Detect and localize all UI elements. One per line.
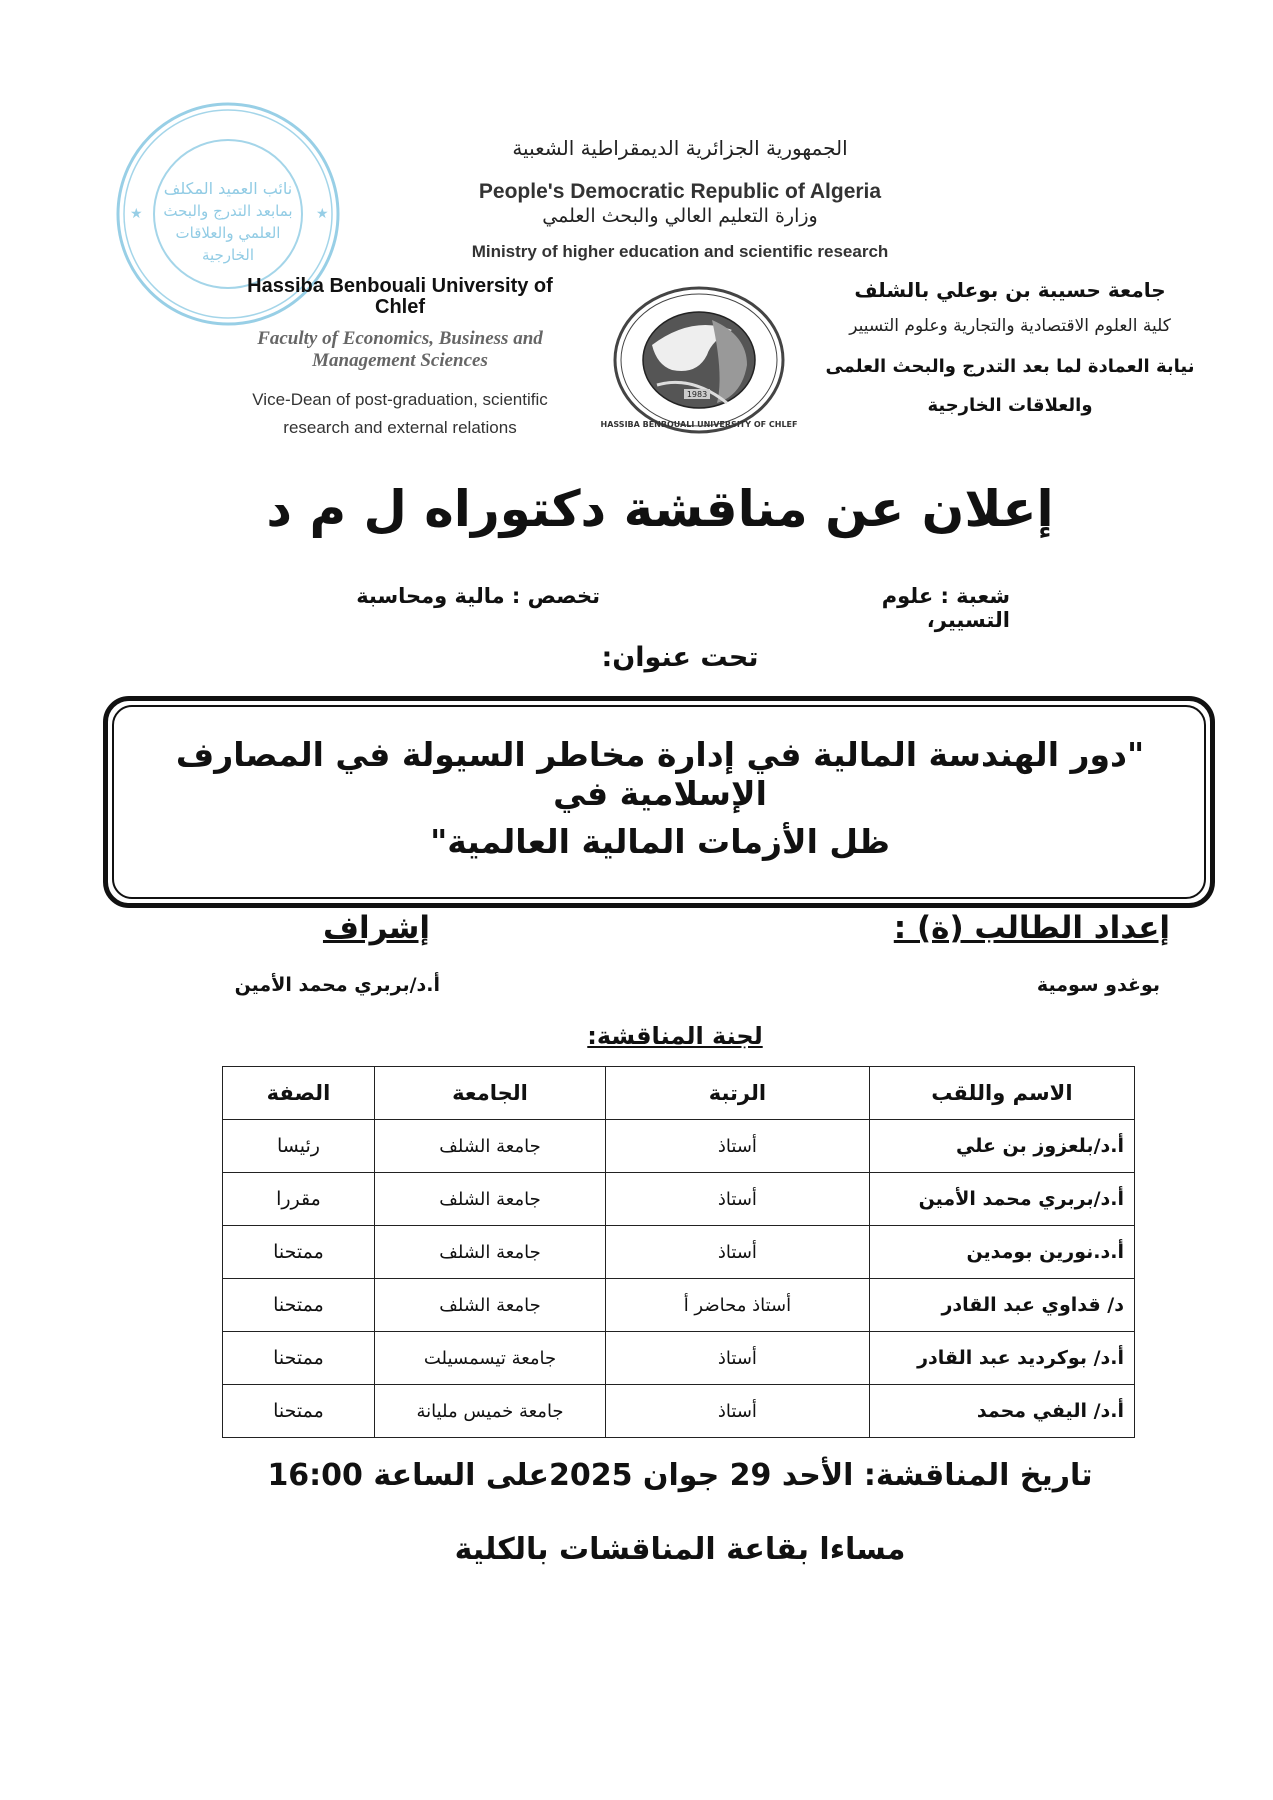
svg-text:بمابعد التدرج والبحث: بمابعد التدرج والبحث	[163, 202, 293, 220]
student-heading: إعداد الطالب (ة) :	[893, 910, 1170, 946]
table-row	[223, 1226, 1135, 1279]
svg-text:نائب العميد المكلف: نائب العميد المكلف	[163, 179, 293, 198]
member-rank: أستاذ محاضر أ	[606, 1279, 870, 1332]
member-role: مقررا	[223, 1173, 375, 1226]
vice-dean-en-line1: Vice-Dean of post-graduation, scientific	[252, 390, 548, 409]
ministry-name-en: Ministry of higher education and scientific research	[471, 242, 889, 261]
svg-text:العلمي والعلاقات: العلمي والعلاقات	[175, 224, 281, 242]
svg-text:الخارجية: الخارجية	[201, 246, 255, 264]
member-university: جامعة الشلف	[374, 1120, 605, 1173]
faculty-name-en	[200, 328, 600, 372]
member-name: أ.د/بربري محمد الأمين	[869, 1173, 1134, 1226]
member-name: د/ قداوي عبد القادر	[869, 1279, 1134, 1332]
vice-dean-ar-line2: والعلاقات الخارجية	[927, 395, 1093, 416]
thesis-title-line2: ظل الأزمات المالية العالمية"	[430, 822, 890, 861]
university-logo	[600, 285, 798, 435]
column-header-university: الجامعة	[374, 1067, 605, 1120]
specialty-label: تخصص : مالية ومحاسبة	[356, 584, 600, 608]
committee-table-header	[223, 1067, 1135, 1120]
member-university: جامعة تيسمسيلت	[374, 1332, 605, 1385]
table-row	[223, 1279, 1135, 1332]
member-university: جامعة الشلف	[374, 1226, 605, 1279]
member-role: ممتحنا	[223, 1279, 375, 1332]
committee-table	[222, 1066, 1135, 1438]
svg-text:★: ★	[316, 206, 329, 222]
table-row	[223, 1332, 1135, 1385]
member-role: رئيسا	[223, 1120, 375, 1173]
member-university: جامعة خميس مليانة	[374, 1385, 605, 1438]
ministry-name-ar: وزارة التعليم العالي والبحث العلمي	[542, 205, 818, 227]
announcement-title: إعلان عن مناقشة دكتوراه ل م د	[266, 480, 1054, 538]
member-name: أ.د/ اليفي محمد	[869, 1385, 1134, 1438]
university-name-ar: جامعة حسيبة بن بوعلي بالشلف	[854, 278, 1166, 302]
member-name: أ.د/بلعزوز بن علي	[869, 1120, 1134, 1173]
member-rank: أستاذ	[606, 1173, 870, 1226]
table-row	[223, 1120, 1135, 1173]
defense-place: مساءا بقاعة المناقشات بالكلية	[454, 1532, 906, 1567]
supervisor-heading: إشراف	[322, 910, 430, 946]
thesis-title-line1: "دور الهندسة المالية في إدارة مخاطر السيولة في المصارف الإسلامية في	[175, 735, 1145, 813]
defense-date: تاريخ المناقشة: الأحد 29 جوان 2025على الساعة 16:00	[267, 1458, 1093, 1493]
university-name-en	[200, 276, 600, 318]
university-name-en-line1: Hassiba Benbouali University of	[247, 275, 553, 297]
member-rank: أستاذ	[606, 1226, 870, 1279]
vice-dean-en	[180, 386, 620, 442]
svg-text:★: ★	[130, 206, 143, 222]
member-university: جامعة الشلف	[374, 1173, 605, 1226]
under-title-label: تحت عنوان:	[601, 642, 759, 673]
column-header-rank: الرتبة	[606, 1067, 870, 1120]
member-rank: أستاذ	[606, 1332, 870, 1385]
logo-text-en: HASSIBA BENBOUALI UNIVERSITY OF CHLEF	[600, 420, 798, 429]
university-seal-icon	[600, 285, 798, 435]
logo-year: 1983	[686, 390, 708, 399]
faculty-name-en-line2: Management Sciences	[312, 350, 488, 371]
member-rank: أستاذ	[606, 1120, 870, 1173]
member-rank: أستاذ	[606, 1385, 870, 1438]
member-role: ممتحنا	[223, 1332, 375, 1385]
member-name: أ.د.نورين بومدين	[869, 1226, 1134, 1279]
branch-label: شعبة : علوم التسيير،	[881, 584, 1010, 632]
table-row	[223, 1173, 1135, 1226]
supervisor-name: أ.د/بربري محمد الأمين	[234, 974, 440, 996]
university-name-en-line2: Chlef	[375, 296, 425, 318]
table-row	[223, 1385, 1135, 1438]
republic-name-en: People's Democratic Republic of Algeria	[478, 180, 882, 203]
vice-dean-en-line2: research and external relations	[283, 418, 517, 437]
vice-dean-ar-line1: نيابة العمادة لما بعد التدرج والبحث العلمى	[825, 356, 1195, 377]
member-name: أ.د/ بوكرديد عبد القادر	[869, 1332, 1134, 1385]
member-role: ممتحنا	[223, 1385, 375, 1438]
student-name: بوغدو سومية	[1036, 974, 1160, 996]
faculty-name-ar: كلية العلوم الاقتصادية والتجارية وعلوم التسيير	[849, 316, 1171, 336]
member-university: جامعة الشلف	[374, 1279, 605, 1332]
faculty-name-en-line1: Faculty of Economics, Business and	[257, 328, 543, 349]
committee-heading: لجنة المناقشة:	[587, 1022, 763, 1050]
column-header-name: الاسم واللقب	[869, 1067, 1134, 1120]
republic-name-ar: الجمهورية الجزائرية الديمقراطية الشعبية	[512, 136, 848, 160]
member-role: ممتحنا	[223, 1226, 375, 1279]
column-header-role: الصفة	[223, 1067, 375, 1120]
